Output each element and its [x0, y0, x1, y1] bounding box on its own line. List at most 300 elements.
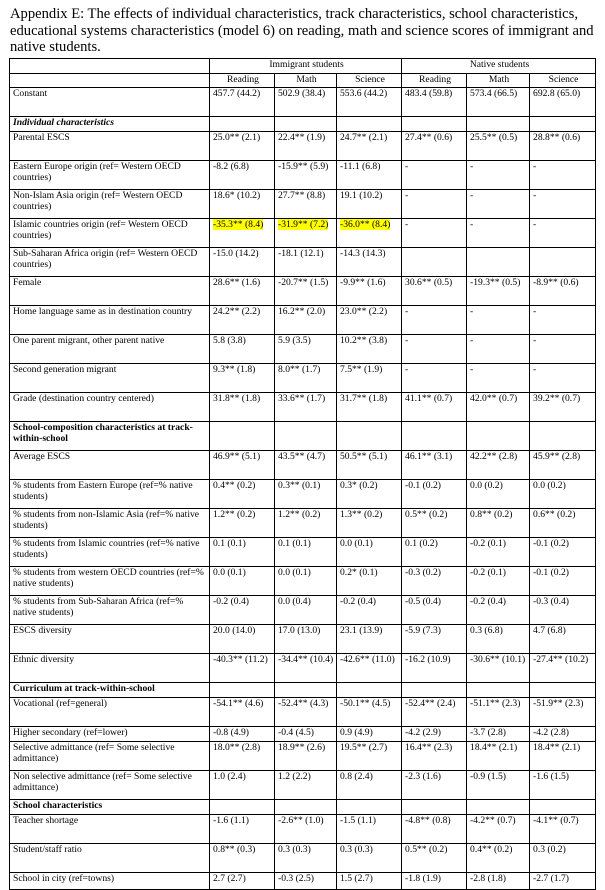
value-cell [337, 624, 402, 653]
cell-value: -5.9 (7.3) [405, 624, 441, 636]
cell-value: -14.3 (14.3) [340, 247, 386, 259]
value-cell [530, 363, 596, 392]
cell-value: -11.1 (6.8) [340, 160, 381, 172]
cell-value: -0.2 (0.4) [470, 595, 506, 607]
cell-value: 18.4** (2.1) [533, 741, 581, 753]
cell-value: 9.3** (1.8) [213, 363, 256, 375]
cell-value: -50.1** (4.5) [340, 697, 391, 709]
row-label: Second generation migrant [10, 363, 210, 392]
cell-value: - [405, 363, 409, 375]
value-cell [402, 872, 467, 889]
value-cell [402, 697, 467, 726]
cell-value: 30.6** (0.5) [405, 276, 453, 288]
cell-value: 573.4 (66.5) [470, 87, 518, 99]
cell-value: -54.1** (4.6) [213, 697, 264, 709]
row-label: Non selective admittance (ref= Some selective admittance) [10, 770, 210, 799]
table-row [10, 872, 596, 889]
cell-value: -1.6 (1.5) [533, 770, 569, 782]
value-cell [275, 508, 337, 537]
value-cell [530, 653, 596, 682]
value-cell [337, 814, 402, 843]
value-cell [467, 334, 530, 363]
cell-value: -4.2 (2.8) [533, 726, 569, 738]
cell-value: -19.3** (0.5) [470, 276, 521, 288]
table-row [10, 770, 596, 799]
cell-value: 5.9 (3.5) [278, 334, 311, 346]
value-cell [275, 537, 337, 566]
value-cell [402, 276, 467, 305]
row-label: Teacher shortage [10, 814, 210, 843]
column-header: Math [467, 73, 530, 87]
value-cell [402, 392, 467, 421]
value-cell [530, 189, 596, 218]
column-header-row [10, 73, 596, 87]
row-label: School in city (ref=towns) [10, 872, 210, 889]
cell-value: -4.1** (0.7) [533, 814, 579, 826]
cell-value: - [405, 189, 409, 201]
cell-value: -4.2** (0.7) [470, 814, 516, 826]
value-cell [210, 131, 275, 160]
cell-value: 0.0 (0.2) [533, 479, 566, 491]
cell-value: 17.0 (13.0) [278, 624, 321, 636]
cell-value: -15.9** (5.9) [278, 160, 329, 172]
value-cell [337, 872, 402, 889]
cell-value: -27.4** (10.2) [533, 653, 589, 665]
value-cell [337, 479, 402, 508]
cell-value: 23.1 (13.9) [340, 624, 383, 636]
value-cell [402, 741, 467, 770]
value-cell [530, 160, 596, 189]
section-row [10, 799, 596, 814]
cell-value: 7.5** (1.9) [340, 363, 383, 375]
group-header-immigrant: Immigrant students [210, 58, 402, 73]
cell-value: 43.5** (4.7) [278, 450, 326, 462]
row-label: Constant [10, 87, 210, 116]
value-cell [210, 189, 275, 218]
empty-cell [467, 421, 530, 450]
row-label: Selective admittance (ref= Some selective admittance) [10, 741, 210, 770]
table-body [10, 87, 596, 889]
cell-value: 483.4 (59.8) [405, 87, 453, 99]
cell-value: 42.0** (0.7) [470, 392, 518, 404]
cell-value: - [470, 189, 474, 201]
value-cell [402, 566, 467, 595]
empty-cell [210, 421, 275, 450]
value-cell [210, 450, 275, 479]
cell-value: 0.0 (0.1) [213, 566, 246, 578]
value-cell [210, 843, 275, 872]
cell-value: 0.5** (0.2) [405, 843, 448, 855]
cell-value: - [405, 305, 409, 317]
row-label: % students from western OECD countries (ref=% native students) [10, 566, 210, 595]
cell-value: 0.4** (0.2) [213, 479, 256, 491]
cell-value: -0.5 (0.4) [405, 595, 441, 607]
value-cell [275, 624, 337, 653]
value-cell [402, 479, 467, 508]
value-cell [402, 595, 467, 624]
value-cell [275, 566, 337, 595]
cell-value: 31.7** (1.8) [340, 392, 388, 404]
empty-cell [402, 799, 467, 814]
cell-value: -4.2 (2.9) [405, 726, 441, 738]
table-row [10, 247, 596, 276]
cell-value: -0.1 (0.2) [533, 537, 569, 549]
value-cell [337, 131, 402, 160]
cell-value: 19.5** (2.7) [340, 741, 388, 753]
row-label: Higher secondary (ref=lower) [10, 726, 210, 741]
value-cell [210, 392, 275, 421]
cell-value: 0.3 (0.3) [340, 843, 373, 855]
empty-cell [337, 116, 402, 131]
value-cell [530, 741, 596, 770]
value-cell [530, 537, 596, 566]
cell-value: -0.1 (0.2) [405, 479, 441, 491]
column-header: Math [275, 73, 337, 87]
table-row [10, 624, 596, 653]
value-cell [275, 189, 337, 218]
group-header-row [10, 58, 596, 73]
value-cell [210, 566, 275, 595]
value-cell [402, 189, 467, 218]
value-cell [210, 595, 275, 624]
cell-value: -51.9** (2.3) [533, 697, 584, 709]
value-cell [275, 872, 337, 889]
cell-value: 0.8 (2.4) [340, 770, 373, 782]
header-blank-cell [10, 58, 210, 73]
empty-cell [467, 799, 530, 814]
cell-value: -0.8 (4.9) [213, 726, 249, 738]
table-row [10, 595, 596, 624]
empty-cell [402, 116, 467, 131]
cell-value: 0.3 (0.3) [278, 843, 311, 855]
value-cell [467, 741, 530, 770]
value-cell [275, 726, 337, 741]
value-cell [402, 131, 467, 160]
empty-cell [402, 421, 467, 450]
cell-value: 1.3** (0.2) [340, 508, 383, 520]
cell-value: 23.0** (2.2) [340, 305, 388, 317]
cell-value: -2.7 (1.7) [533, 872, 569, 884]
empty-cell [530, 421, 596, 450]
cell-value: - [470, 334, 474, 346]
value-cell [530, 872, 596, 889]
row-label: ESCS diversity [10, 624, 210, 653]
cell-value: 41.1** (0.7) [405, 392, 453, 404]
value-cell [402, 537, 467, 566]
cell-value: 0.5** (0.2) [405, 508, 448, 520]
cell-value: 27.7** (8.8) [278, 189, 326, 201]
value-cell [210, 305, 275, 334]
cell-value: -30.6** (10.1) [470, 653, 526, 665]
value-cell [467, 595, 530, 624]
value-cell [402, 770, 467, 799]
cell-value: 8.0** (1.7) [278, 363, 321, 375]
value-cell [210, 218, 275, 247]
value-cell [530, 276, 596, 305]
empty-cell [275, 682, 337, 697]
cell-value: 0.0 (0.4) [278, 595, 311, 607]
cell-value: 24.7** (2.1) [340, 131, 388, 143]
row-label: % students from Eastern Europe (ref=% native students) [10, 479, 210, 508]
value-cell [275, 741, 337, 770]
value-cell [337, 697, 402, 726]
cell-value: -0.2 (0.1) [470, 566, 506, 578]
cell-value: 0.4** (0.2) [470, 843, 513, 855]
value-cell [275, 697, 337, 726]
value-cell [337, 653, 402, 682]
value-cell [275, 334, 337, 363]
table-row [10, 508, 596, 537]
value-cell [467, 305, 530, 334]
table-row [10, 305, 596, 334]
value-cell [210, 537, 275, 566]
cell-value: -2.3 (1.6) [405, 770, 441, 782]
table-row [10, 218, 596, 247]
cell-value: 33.6** (1.7) [278, 392, 326, 404]
value-cell [402, 653, 467, 682]
value-cell [210, 87, 275, 116]
value-cell [275, 87, 337, 116]
section-heading: Individual characteristics [10, 116, 210, 131]
cell-value: -31.9** (7.2) [278, 218, 329, 230]
value-cell [210, 334, 275, 363]
value-cell [210, 697, 275, 726]
cell-value: - [405, 218, 409, 230]
value-cell [467, 218, 530, 247]
value-cell [337, 247, 402, 276]
cell-value: - [405, 334, 409, 346]
value-cell [530, 726, 596, 741]
group-header-native: Native students [402, 58, 596, 73]
cell-value: -51.1** (2.3) [470, 697, 521, 709]
section-heading: Curriculum at track-within-school [10, 682, 210, 697]
cell-value: -42.6** (11.0) [340, 653, 395, 665]
cell-value: 0.1 (0.1) [278, 537, 311, 549]
value-cell [337, 160, 402, 189]
value-cell [402, 814, 467, 843]
value-cell [210, 479, 275, 508]
empty-cell [275, 421, 337, 450]
cell-value: 24.2** (2.2) [213, 305, 261, 317]
value-cell [530, 624, 596, 653]
value-cell [467, 160, 530, 189]
empty-cell [275, 116, 337, 131]
empty-cell [210, 799, 275, 814]
value-cell [467, 189, 530, 218]
empty-cell [210, 682, 275, 697]
value-cell [275, 653, 337, 682]
value-cell [337, 566, 402, 595]
cell-value: -0.4 (4.5) [278, 726, 314, 738]
cell-value: 0.6** (0.2) [533, 508, 576, 520]
value-cell [275, 450, 337, 479]
cell-value: 0.3 (6.8) [470, 624, 503, 636]
row-label: % students from Islamic countries (ref=% native students) [10, 537, 210, 566]
cell-value: 18.6* (10.2) [213, 189, 261, 201]
value-cell [210, 741, 275, 770]
cell-value: -0.3 (0.4) [533, 595, 569, 607]
value-cell [530, 697, 596, 726]
table-row [10, 843, 596, 872]
value-cell [467, 87, 530, 116]
cell-value: - [405, 160, 409, 172]
value-cell [467, 363, 530, 392]
table-row [10, 726, 596, 741]
section-heading: School characteristics [10, 799, 210, 814]
cell-value: -1.5 (1.1) [340, 814, 376, 826]
value-cell [337, 276, 402, 305]
cell-value: -0.1 (0.2) [533, 566, 569, 578]
cell-value: 692.8 (65.0) [533, 87, 581, 99]
cell-value: - [533, 218, 537, 230]
value-cell [530, 508, 596, 537]
cell-value: 20.0 (14.0) [213, 624, 256, 636]
cell-value: 4.7 (6.8) [533, 624, 566, 636]
value-cell [337, 392, 402, 421]
table-row [10, 537, 596, 566]
table-row [10, 479, 596, 508]
table-row [10, 814, 596, 843]
cell-value: - [533, 305, 537, 317]
value-cell [467, 450, 530, 479]
value-cell [275, 160, 337, 189]
value-cell [337, 363, 402, 392]
cell-value: 0.3** (0.1) [278, 479, 321, 491]
cell-value: - [533, 363, 537, 375]
cell-value: -0.2 (0.4) [340, 595, 376, 607]
cell-value: -34.4** (10.4) [278, 653, 334, 665]
cell-value: - [470, 218, 474, 230]
cell-value: -1.8 (1.9) [405, 872, 441, 884]
value-cell [467, 131, 530, 160]
value-cell [530, 334, 596, 363]
value-cell [275, 843, 337, 872]
cell-value: -0.2 (0.4) [213, 595, 249, 607]
value-cell [402, 334, 467, 363]
row-label: Average ESCS [10, 450, 210, 479]
value-cell [337, 537, 402, 566]
empty-cell [530, 799, 596, 814]
value-cell [337, 770, 402, 799]
cell-value: 22.4** (1.9) [278, 131, 326, 143]
value-cell [467, 392, 530, 421]
cell-value: 45.9** (2.8) [533, 450, 581, 462]
row-label: Eastern Europe origin (ref= Western OECD countries) [10, 160, 210, 189]
cell-value: - [533, 160, 537, 172]
table-row [10, 276, 596, 305]
empty-cell [467, 116, 530, 131]
value-cell [467, 508, 530, 537]
table-row [10, 160, 596, 189]
cell-value: 46.1** (3.1) [405, 450, 453, 462]
cell-value: 1.2** (0.2) [213, 508, 256, 520]
value-cell [337, 843, 402, 872]
column-header: Science [337, 73, 402, 87]
value-cell [402, 450, 467, 479]
cell-value: -40.3** (11.2) [213, 653, 268, 665]
value-cell [467, 624, 530, 653]
value-cell [275, 131, 337, 160]
cell-value: 0.1 (0.2) [405, 537, 438, 549]
cell-value: - [470, 363, 474, 375]
value-cell [530, 814, 596, 843]
value-cell [467, 770, 530, 799]
value-cell [467, 247, 530, 276]
value-cell [210, 770, 275, 799]
cell-value: - [470, 305, 474, 317]
cell-value: 1.2** (0.2) [278, 508, 321, 520]
value-cell [210, 508, 275, 537]
value-cell [402, 305, 467, 334]
value-cell [530, 131, 596, 160]
value-cell [467, 872, 530, 889]
cell-value: -0.3 (2.5) [278, 872, 314, 884]
cell-value: 0.1 (0.1) [213, 537, 246, 549]
table-row [10, 189, 596, 218]
value-cell [210, 363, 275, 392]
empty-cell [337, 682, 402, 697]
cell-value: 18.0** (2.8) [213, 741, 261, 753]
value-cell [530, 843, 596, 872]
empty-cell [275, 799, 337, 814]
column-header: Reading [210, 73, 275, 87]
header-blank-cell [10, 73, 210, 87]
value-cell [337, 305, 402, 334]
row-label: Grade (destination country centered) [10, 392, 210, 421]
value-cell [402, 624, 467, 653]
value-cell [210, 247, 275, 276]
cell-value: 0.9 (4.9) [340, 726, 373, 738]
value-cell [530, 450, 596, 479]
table-row [10, 363, 596, 392]
value-cell [337, 87, 402, 116]
row-label: % students from non-Islamic Asia (ref=% native students) [10, 508, 210, 537]
cell-value: 0.8** (0.3) [213, 843, 256, 855]
value-cell [402, 726, 467, 741]
value-cell [530, 595, 596, 624]
cell-value: -2.8 (1.8) [470, 872, 506, 884]
cell-value: -4.8** (0.8) [405, 814, 451, 826]
value-cell [402, 218, 467, 247]
cell-value: 50.5** (5.1) [340, 450, 388, 462]
cell-value: - [533, 334, 537, 346]
row-label: One parent migrant, other parent native [10, 334, 210, 363]
value-cell [467, 697, 530, 726]
value-cell [275, 479, 337, 508]
value-cell [275, 276, 337, 305]
section-row [10, 682, 596, 697]
value-cell [275, 305, 337, 334]
row-label: Islamic countries origin (ref= Western OECD countries) [10, 218, 210, 247]
cell-value: - [533, 189, 537, 201]
empty-cell [467, 682, 530, 697]
table-row [10, 450, 596, 479]
row-label: Home language same as in destination country [10, 305, 210, 334]
cell-value: -1.6 (1.1) [213, 814, 249, 826]
value-cell [530, 392, 596, 421]
cell-value: 0.0 (0.1) [278, 566, 311, 578]
cell-value: 25.5** (0.5) [470, 131, 518, 143]
empty-cell [210, 116, 275, 131]
row-label: Sub-Saharan Africa origin (ref= Western OECD countries) [10, 247, 210, 276]
cell-value: -52.4** (4.3) [278, 697, 329, 709]
table-row [10, 392, 596, 421]
table-row [10, 697, 596, 726]
cell-value: -0.9 (1.5) [470, 770, 506, 782]
cell-value: 0.8** (0.2) [470, 508, 513, 520]
column-header: Reading [402, 73, 467, 87]
cell-value: -36.0** (8.4) [340, 218, 391, 230]
